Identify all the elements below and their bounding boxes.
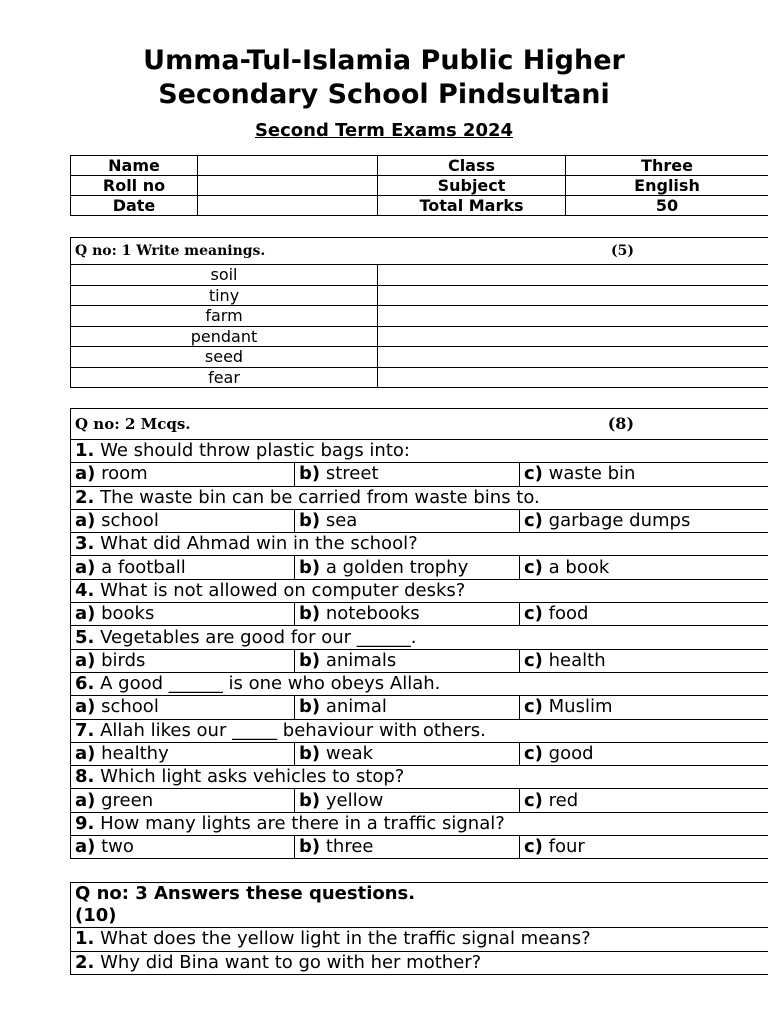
mcq-option-b[interactable] <box>295 742 520 765</box>
mcq-option-label: a) <box>75 603 96 625</box>
meaning-answer-cell[interactable] <box>378 326 768 347</box>
mcq-option-label: c) <box>524 836 543 858</box>
mcq-option-label: c) <box>524 556 543 578</box>
mcq-option-label: c) <box>524 649 543 671</box>
mcq-question-text: A good ______ is one who obeys Allah. <box>100 673 441 695</box>
mcq-option-label: c) <box>524 743 543 764</box>
mcq-option-label: b) <box>299 789 321 811</box>
mcq-option-text: room <box>101 463 148 485</box>
mcq-question-row <box>71 626 768 649</box>
mcq-option-text: food <box>548 603 589 625</box>
student-info-table <box>70 155 768 216</box>
mcq-option-label: c) <box>524 510 543 532</box>
mcq-option-label: a) <box>75 649 96 671</box>
mcq-question-text: Vegetables are good for our ______. <box>100 626 417 648</box>
mcq-option-a[interactable] <box>71 463 295 486</box>
mcq-question-row <box>71 812 768 835</box>
question-2-table <box>70 408 768 859</box>
question-1-header <box>71 238 768 265</box>
mcq-option-label: b) <box>299 743 321 764</box>
mcq-option-text: animal <box>325 696 387 718</box>
mcq-option-text: garbage dumps <box>548 510 691 532</box>
mcq-option-b[interactable] <box>295 789 520 812</box>
mcq-option-label: c) <box>524 463 543 485</box>
meaning-word: soil <box>71 265 378 286</box>
mcq-option-c[interactable] <box>520 603 768 626</box>
mcq-number: 6. <box>75 673 95 695</box>
mcq-option-a[interactable] <box>71 742 295 765</box>
mcq-option-c[interactable] <box>520 509 768 532</box>
mcq-option-label: c) <box>524 603 543 625</box>
mcq-question-text: What did Ahmad win in the school? <box>100 533 418 555</box>
mcq-option-text: weak <box>325 743 374 764</box>
mcq-option-c[interactable] <box>520 742 768 765</box>
exam-title: Second Term Exams 2024 <box>254 120 514 141</box>
mcq-question <box>71 626 768 649</box>
mcq-option-text: waste bin <box>548 463 636 485</box>
info-cell: Class <box>378 156 566 176</box>
mcq-question-row <box>71 440 768 463</box>
short-question <box>71 951 768 975</box>
mcq-option-text: books <box>101 603 155 625</box>
mcq-option-c[interactable] <box>520 789 768 812</box>
question-3-table <box>70 882 768 975</box>
question-2-header <box>71 409 768 440</box>
mcq-option-text: school <box>101 510 159 532</box>
mcq-option-text: health <box>548 649 606 671</box>
meaning-answer-cell[interactable] <box>378 306 768 327</box>
mcq-option-label: a) <box>75 510 96 532</box>
mcq-question <box>71 486 768 509</box>
meaning-row <box>71 347 768 368</box>
mcq-option-a[interactable] <box>71 603 295 626</box>
mcq-option-text: two <box>101 836 134 858</box>
mcq-number: 4. <box>75 579 95 601</box>
info-cell: Name <box>71 156 198 176</box>
mcq-option-b[interactable] <box>295 649 520 672</box>
mcq-number: 9. <box>75 812 95 834</box>
mcq-question-text: The waste bin can be carried from waste bins to. <box>100 486 540 508</box>
meaning-row <box>71 306 768 327</box>
mcq-options-row <box>71 696 768 719</box>
info-input-cell[interactable] <box>198 176 378 196</box>
mcq-option-text: green <box>101 789 154 811</box>
mcq-option-text: school <box>101 696 159 718</box>
mcq-option-c[interactable] <box>520 463 768 486</box>
info-row <box>71 196 768 216</box>
mcq-option-text: red <box>548 789 579 811</box>
mcq-option-text: yellow <box>325 789 384 811</box>
meaning-answer-cell[interactable] <box>378 367 768 388</box>
mcq-option-label: b) <box>299 836 321 858</box>
short-question-text: Why did Bina want to go with her mother? <box>100 951 482 973</box>
mcq-option-label: b) <box>299 556 321 578</box>
mcq-options-row <box>71 556 768 579</box>
mcq-option-label: a) <box>75 743 96 764</box>
mcq-question-row <box>71 579 768 602</box>
mcq-number: 2. <box>75 486 95 508</box>
meaning-row <box>71 326 768 347</box>
mcq-question <box>71 812 768 835</box>
info-input-cell[interactable] <box>198 196 378 216</box>
info-cell: English <box>566 176 768 196</box>
question-1-heading: Q no: 1 Write meanings. <box>75 242 266 259</box>
info-row <box>71 176 768 196</box>
mcq-option-text: a golden trophy <box>325 556 469 578</box>
mcq-question <box>71 719 768 742</box>
mcq-number: 8. <box>75 766 95 788</box>
mcq-question-text: Which light asks vehicles to stop? <box>100 766 405 788</box>
short-question-row <box>71 928 768 952</box>
question-1-marks: (5) <box>611 242 635 259</box>
question-3-header <box>71 883 768 928</box>
info-cell: Date <box>71 196 198 216</box>
mcq-option-label: b) <box>299 603 321 625</box>
question-1-table <box>70 237 768 388</box>
meaning-word: tiny <box>71 285 378 306</box>
mcq-question-row <box>71 486 768 509</box>
mcq-question-text: Allah likes our _____ behaviour with others. <box>100 719 486 741</box>
mcq-question-text: We should throw plastic bags into: <box>100 440 410 462</box>
mcq-options-row <box>71 836 768 859</box>
mcq-option-b[interactable] <box>295 556 520 579</box>
mcq-question-text: What is not allowed on computer desks? <box>100 579 466 601</box>
short-question-text: What does the yellow light in the traffic signal means? <box>100 928 591 950</box>
info-cell: 50 <box>566 196 768 216</box>
mcq-option-a[interactable] <box>71 649 295 672</box>
mcq-question-row <box>71 672 768 695</box>
mcq-option-text: three <box>325 836 374 858</box>
mcq-options-row <box>71 509 768 532</box>
question-3-heading: Q no: 3 Answers these questions. <box>75 883 416 904</box>
short-question-number: 2. <box>75 951 95 973</box>
mcq-option-b[interactable] <box>295 836 520 859</box>
mcq-option-text: birds <box>101 649 146 671</box>
info-cell: Three <box>566 156 768 176</box>
mcq-option-a[interactable] <box>71 696 295 719</box>
meaning-row <box>71 367 768 388</box>
mcq-question-row <box>71 719 768 742</box>
mcq-option-c[interactable] <box>520 696 768 719</box>
meaning-answer-cell[interactable] <box>378 347 768 368</box>
mcq-option-c[interactable] <box>520 836 768 859</box>
info-cell: Roll no <box>71 176 198 196</box>
mcq-option-text: street <box>325 463 379 485</box>
meaning-row <box>71 265 768 286</box>
mcq-question <box>71 672 768 695</box>
mcq-option-label: b) <box>299 696 321 718</box>
mcq-question-row <box>71 766 768 789</box>
mcq-option-a[interactable] <box>71 509 295 532</box>
meaning-answer-cell[interactable] <box>378 265 768 286</box>
question-2-heading: Q no: 2 Mcqs. <box>75 415 191 433</box>
mcq-option-label: c) <box>524 696 543 718</box>
mcq-number: 7. <box>75 719 95 741</box>
mcq-option-label: b) <box>299 649 321 671</box>
mcq-options-row <box>71 463 768 486</box>
mcq-option-c[interactable] <box>520 649 768 672</box>
school-name-line2: Secondary School Pindsultani <box>158 79 610 110</box>
mcq-number: 1. <box>75 440 95 462</box>
mcq-option-label: b) <box>299 463 321 485</box>
short-question <box>71 928 768 952</box>
short-question-number: 1. <box>75 928 95 950</box>
mcq-option-a[interactable] <box>71 836 295 859</box>
mcq-number: 5. <box>75 626 95 648</box>
mcq-options-row <box>71 603 768 626</box>
meaning-word: pendant <box>71 326 378 347</box>
mcq-options-row <box>71 789 768 812</box>
school-name-line1: Umma-Tul-Islamia Public Higher <box>143 45 625 76</box>
mcq-number: 3. <box>75 533 95 555</box>
mcq-option-label: a) <box>75 696 96 718</box>
mcq-option-text: animals <box>325 649 397 671</box>
mcq-option-label: c) <box>524 789 543 811</box>
mcq-question <box>71 533 768 556</box>
question-3-marks: (10) <box>75 905 117 926</box>
mcq-option-label: a) <box>75 789 96 811</box>
info-cell: Subject <box>378 176 566 196</box>
mcq-question-text: How many lights are there in a traffic signal? <box>100 812 505 834</box>
mcq-option-b[interactable] <box>295 696 520 719</box>
mcq-option-label: a) <box>75 836 96 858</box>
mcq-option-label: b) <box>299 510 321 532</box>
mcq-option-text: good <box>548 743 594 764</box>
mcq-option-b[interactable] <box>295 463 520 486</box>
mcq-option-text: four <box>548 836 585 858</box>
mcq-option-text: sea <box>325 510 358 532</box>
mcq-question <box>71 579 768 602</box>
short-question-row <box>71 951 768 975</box>
mcq-option-text: notebooks <box>325 603 420 625</box>
info-row <box>71 156 768 176</box>
mcq-option-text: healthy <box>101 743 169 764</box>
meaning-word: seed <box>71 347 378 368</box>
info-input-cell[interactable] <box>198 156 378 176</box>
mcq-options-row <box>71 649 768 672</box>
mcq-question <box>71 766 768 789</box>
mcq-option-text: a book <box>548 556 610 578</box>
mcq-option-a[interactable] <box>71 789 295 812</box>
mcq-option-label: a) <box>75 463 96 485</box>
mcq-option-label: a) <box>75 556 96 578</box>
mcq-option-b[interactable] <box>295 603 520 626</box>
meaning-answer-cell[interactable] <box>378 285 768 306</box>
mcq-question <box>71 440 768 463</box>
mcq-options-row <box>71 742 768 765</box>
mcq-option-text: Muslim <box>548 696 613 718</box>
meaning-word: farm <box>71 306 378 327</box>
mcq-question-row <box>71 533 768 556</box>
mcq-option-a[interactable] <box>71 556 295 579</box>
mcq-option-c[interactable] <box>520 556 768 579</box>
mcq-option-text: a football <box>101 556 186 578</box>
meaning-word: fear <box>71 367 378 388</box>
info-cell: Total Marks <box>378 196 566 216</box>
question-2-marks: (8) <box>607 414 635 433</box>
meaning-row <box>71 285 768 306</box>
mcq-option-b[interactable] <box>295 509 520 532</box>
